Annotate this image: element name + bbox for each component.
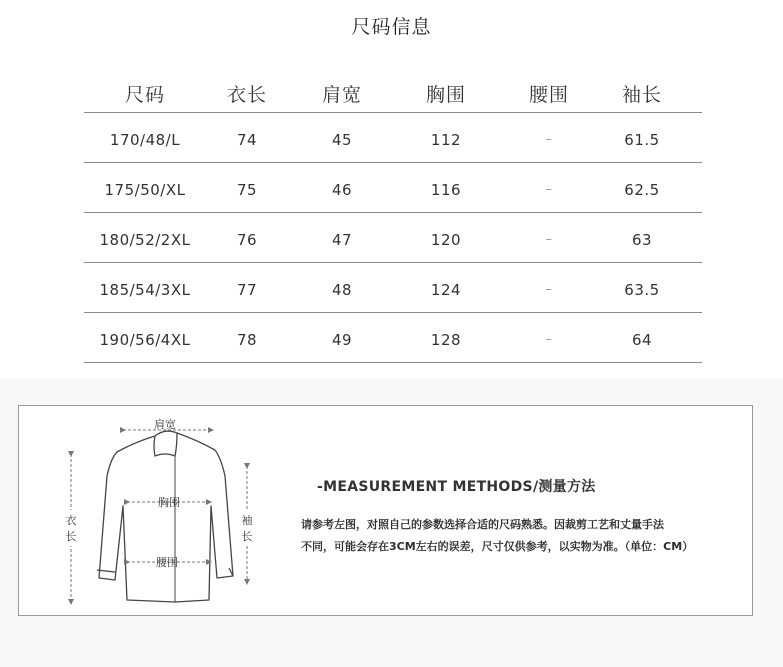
cell-shoulder: 49 (331, 330, 353, 349)
shoulder-label: 肩宽 (154, 418, 176, 431)
header-length: 衣长 (226, 83, 267, 106)
cell-chest: 124 (430, 280, 462, 299)
shirt-diagram (19, 406, 279, 614)
cell-sleeve: 63.5 (624, 280, 660, 299)
page-title: 尺码信息 (351, 16, 432, 38)
cell-size: 170/48/L (109, 130, 181, 149)
cell-chest: 120 (430, 230, 462, 249)
measurement-heading: -MEASUREMENT METHODS/测量方法 (317, 479, 596, 495)
header-shoulder: 肩宽 (321, 83, 362, 106)
waist-label: 腰围 (156, 556, 178, 569)
table-row (84, 213, 702, 263)
table-row (84, 163, 702, 213)
cell-sleeve: 64 (631, 330, 653, 349)
header-waist: 腰围 (528, 83, 569, 106)
description-line-2: 不同，可能会存在3CM左右的误差，尺寸仅供参考，以实物为准。（单位：CM） (301, 540, 694, 553)
cell-length: 76 (236, 230, 258, 249)
shirt-outline (97, 431, 233, 602)
cell-waist: – (545, 332, 553, 347)
table-header (84, 74, 702, 113)
cell-sleeve: 62.5 (624, 180, 660, 199)
sleeve-label-top: 袖 (241, 514, 253, 527)
table-row (84, 263, 702, 313)
cell-length: 77 (236, 280, 258, 299)
table-row (84, 313, 702, 363)
cell-shoulder: 46 (331, 180, 353, 199)
chest-label: 胸围 (158, 496, 180, 509)
cell-size: 185/54/3XL (99, 280, 191, 299)
cell-waist: – (545, 132, 553, 147)
measurement-description (301, 514, 751, 558)
cell-waist: – (545, 282, 553, 297)
cell-waist: – (545, 232, 553, 247)
cell-chest: 116 (430, 180, 462, 199)
description-line-1: 请参考左图，对照自己的参数选择合适的尺码熟悉。因裁剪工艺和丈量手法 (301, 518, 664, 531)
cell-size: 190/56/4XL (99, 330, 191, 349)
cell-shoulder: 47 (331, 230, 353, 249)
cell-shoulder: 48 (331, 280, 353, 299)
cell-shoulder: 45 (331, 130, 353, 149)
cell-length: 75 (236, 180, 258, 199)
sleeve-label-bottom: 长 (241, 530, 253, 543)
cell-length: 74 (236, 130, 258, 149)
cell-sleeve: 61.5 (624, 130, 660, 149)
cell-chest: 128 (430, 330, 462, 349)
header-sleeve: 袖长 (621, 83, 662, 106)
length-label-bottom: 长 (65, 530, 77, 543)
table-row (84, 113, 702, 163)
cell-length: 78 (236, 330, 258, 349)
cell-sleeve: 63 (631, 230, 653, 249)
measurement-panel (18, 405, 753, 616)
cell-size: 180/52/2XL (99, 230, 191, 249)
header-chest: 胸围 (425, 83, 466, 106)
cell-size: 175/50/XL (104, 180, 186, 199)
cell-waist: – (545, 182, 553, 197)
size-table (84, 74, 702, 363)
length-label-top: 衣 (65, 514, 77, 527)
header-size: 尺码 (124, 83, 165, 106)
cell-chest: 112 (430, 130, 462, 149)
